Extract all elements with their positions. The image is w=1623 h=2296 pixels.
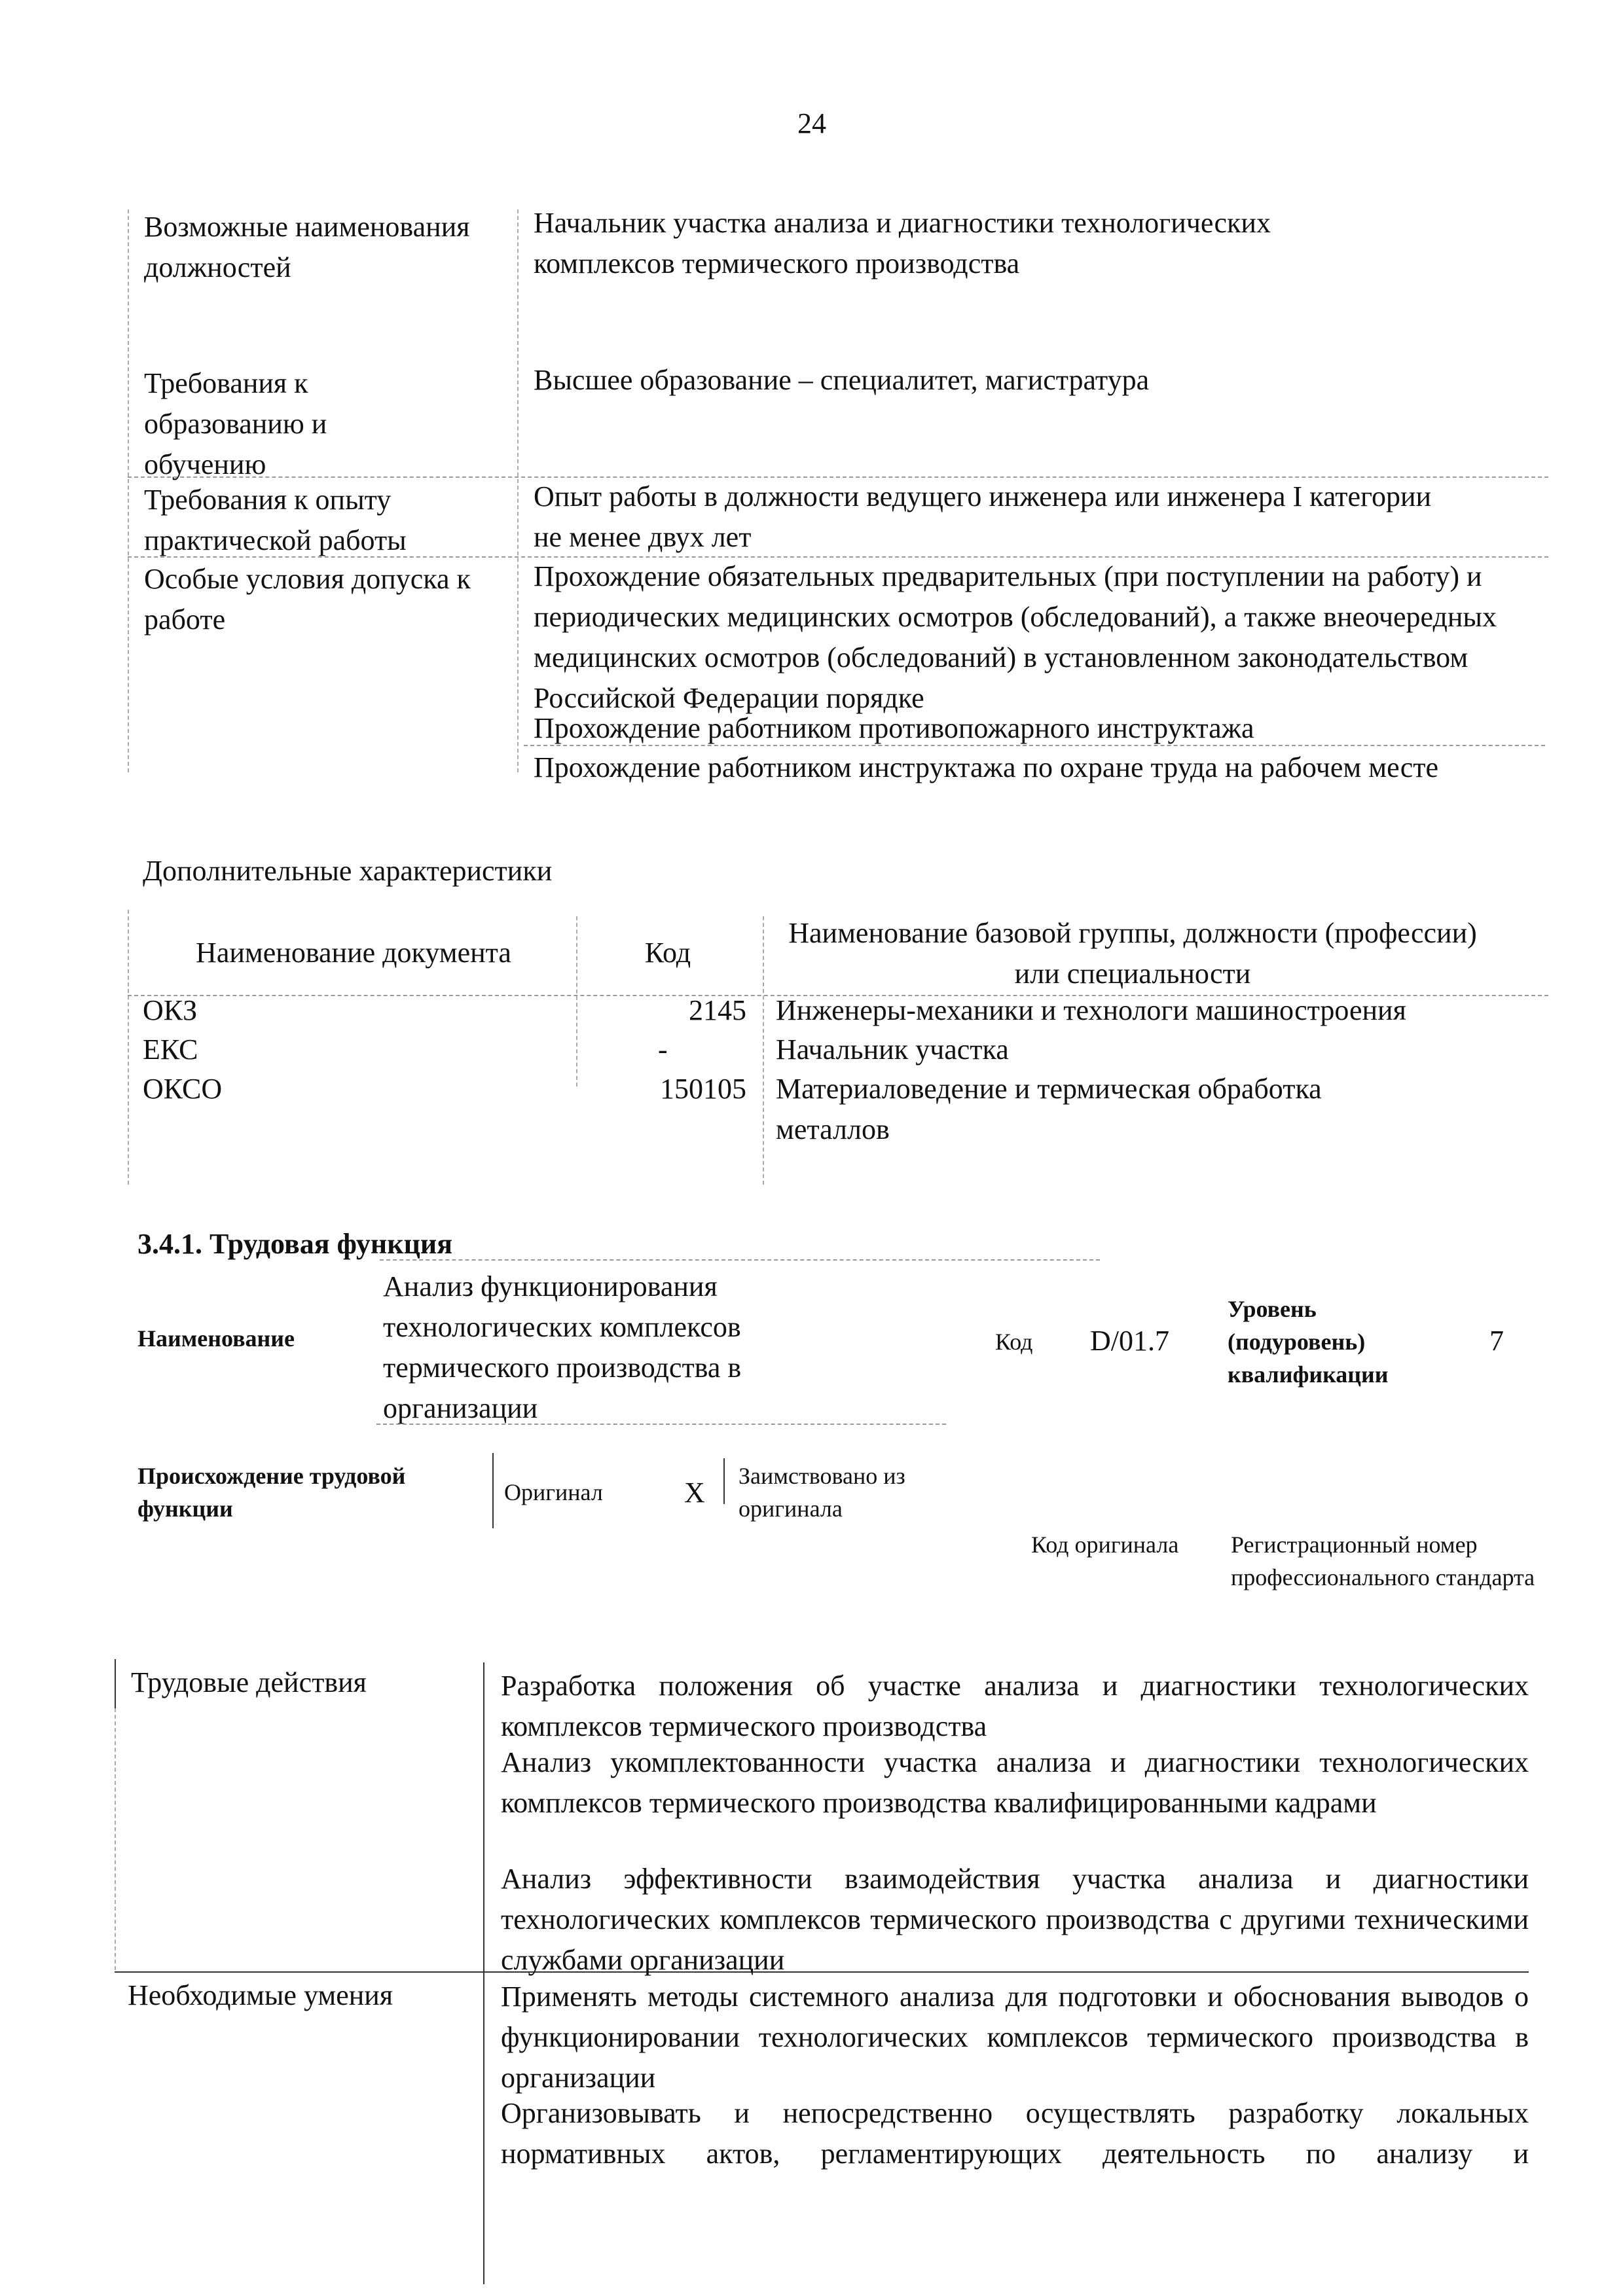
admission-conditions-label: Особые условия допуска к работе	[144, 563, 471, 636]
qualification-level-value: 7	[1489, 1325, 1504, 1357]
skill-1: Применять методы системного анализа для подготовки и обоснования выводов о функционировании технологических комплексов термического производства в организации	[501, 1981, 1529, 2094]
name-okz: Инженеры-механики и технологи машиностроения	[776, 994, 1406, 1026]
admission-condition-3: Прохождение работником инструктажа по охране труда на рабочем месте	[534, 751, 1438, 783]
header-code: Код	[644, 937, 691, 969]
function-name-value: Анализ функционирования технологических комплексов термического производства в организации	[383, 1270, 742, 1424]
education-value: Высшее образование – специалитет, магистратура	[534, 364, 1150, 396]
origin-label: Происхождение трудовой функции	[137, 1463, 406, 1522]
borrowed-label: Заимствовано из оригинала	[739, 1463, 905, 1522]
name-okso: Материаловедение и термическая обработка металлов	[776, 1073, 1322, 1145]
function-code-label: Код	[995, 1329, 1033, 1355]
function-code-value: D/01.7	[1090, 1325, 1169, 1357]
experience-value: Опыт работы в должности ведущего инженера или инженера I категории не менее двух лет	[534, 480, 1432, 553]
possible-titles-label: Возможные наименования должностей	[144, 211, 470, 283]
doc-eks: ЕКС	[143, 1033, 198, 1066]
skills-label: Необходимые умения	[128, 1979, 393, 2011]
education-label: Требования к образованию и обучению	[144, 367, 327, 480]
function-name-label: Наименование	[137, 1325, 295, 1352]
skill-2: Организовывать и непосредственно осуществлять разработку локальных нормативных актов, регламентирующих деятельность по анализу и	[501, 2097, 1529, 2170]
qualification-level-label: Уровень (подуровень) квалификации	[1228, 1296, 1389, 1388]
original-code-label: Код оригинала	[1031, 1532, 1179, 1558]
name-eks: Начальник участка	[776, 1033, 1009, 1066]
header-document: Наименование документа	[196, 937, 511, 969]
code-eks: -	[658, 1033, 668, 1066]
original-mark: X	[684, 1477, 705, 1509]
additional-title: Дополнительные характеристики	[143, 855, 553, 887]
action-2: Анализ укомплектованности участка анализа и диагностики технологических комплексов термического производства квалифицированными кадрами	[501, 1746, 1529, 1819]
actions-label: Трудовые действия	[131, 1666, 367, 1698]
doc-okso: ОКСО	[143, 1073, 223, 1105]
code-okz: 2145	[689, 994, 746, 1026]
code-okso: 150105	[660, 1073, 746, 1105]
function-heading: 3.4.1. Трудовая функция	[137, 1228, 453, 1260]
page-number: 24	[797, 107, 826, 139]
action-1: Разработка положения об участке анализа и диагностики технологических комплексов термического производства	[501, 1670, 1529, 1742]
doc-okz: ОКЗ	[143, 994, 198, 1026]
action-3: Анализ эффективности взаимодействия участка анализа и диагностики технологических комплексов термического производства с другими техническими службами организации	[501, 1863, 1529, 1976]
experience-label: Требования к опыту практической работы	[144, 484, 407, 556]
header-group-name: Наименование базовой группы, должности (профессии) или специальности	[788, 917, 1477, 990]
registration-number-label: Регистрационный номер профессионального стандарта	[1231, 1532, 1535, 1590]
admission-condition-2: Прохождение работником противопожарного инструктажа	[534, 712, 1254, 744]
original-label: Оригинал	[504, 1479, 603, 1505]
possible-titles-value: Начальник участка анализа и диагностики технологических комплексов термического производства	[534, 207, 1271, 279]
admission-condition-1: Прохождение обязательных предварительных (при поступлении на работу) и периодических медицинских осмотров (обследований), а также внеочередных медицинских осмотров (обследований) в установленном законодательством Российской Федерации порядке	[534, 560, 1497, 714]
